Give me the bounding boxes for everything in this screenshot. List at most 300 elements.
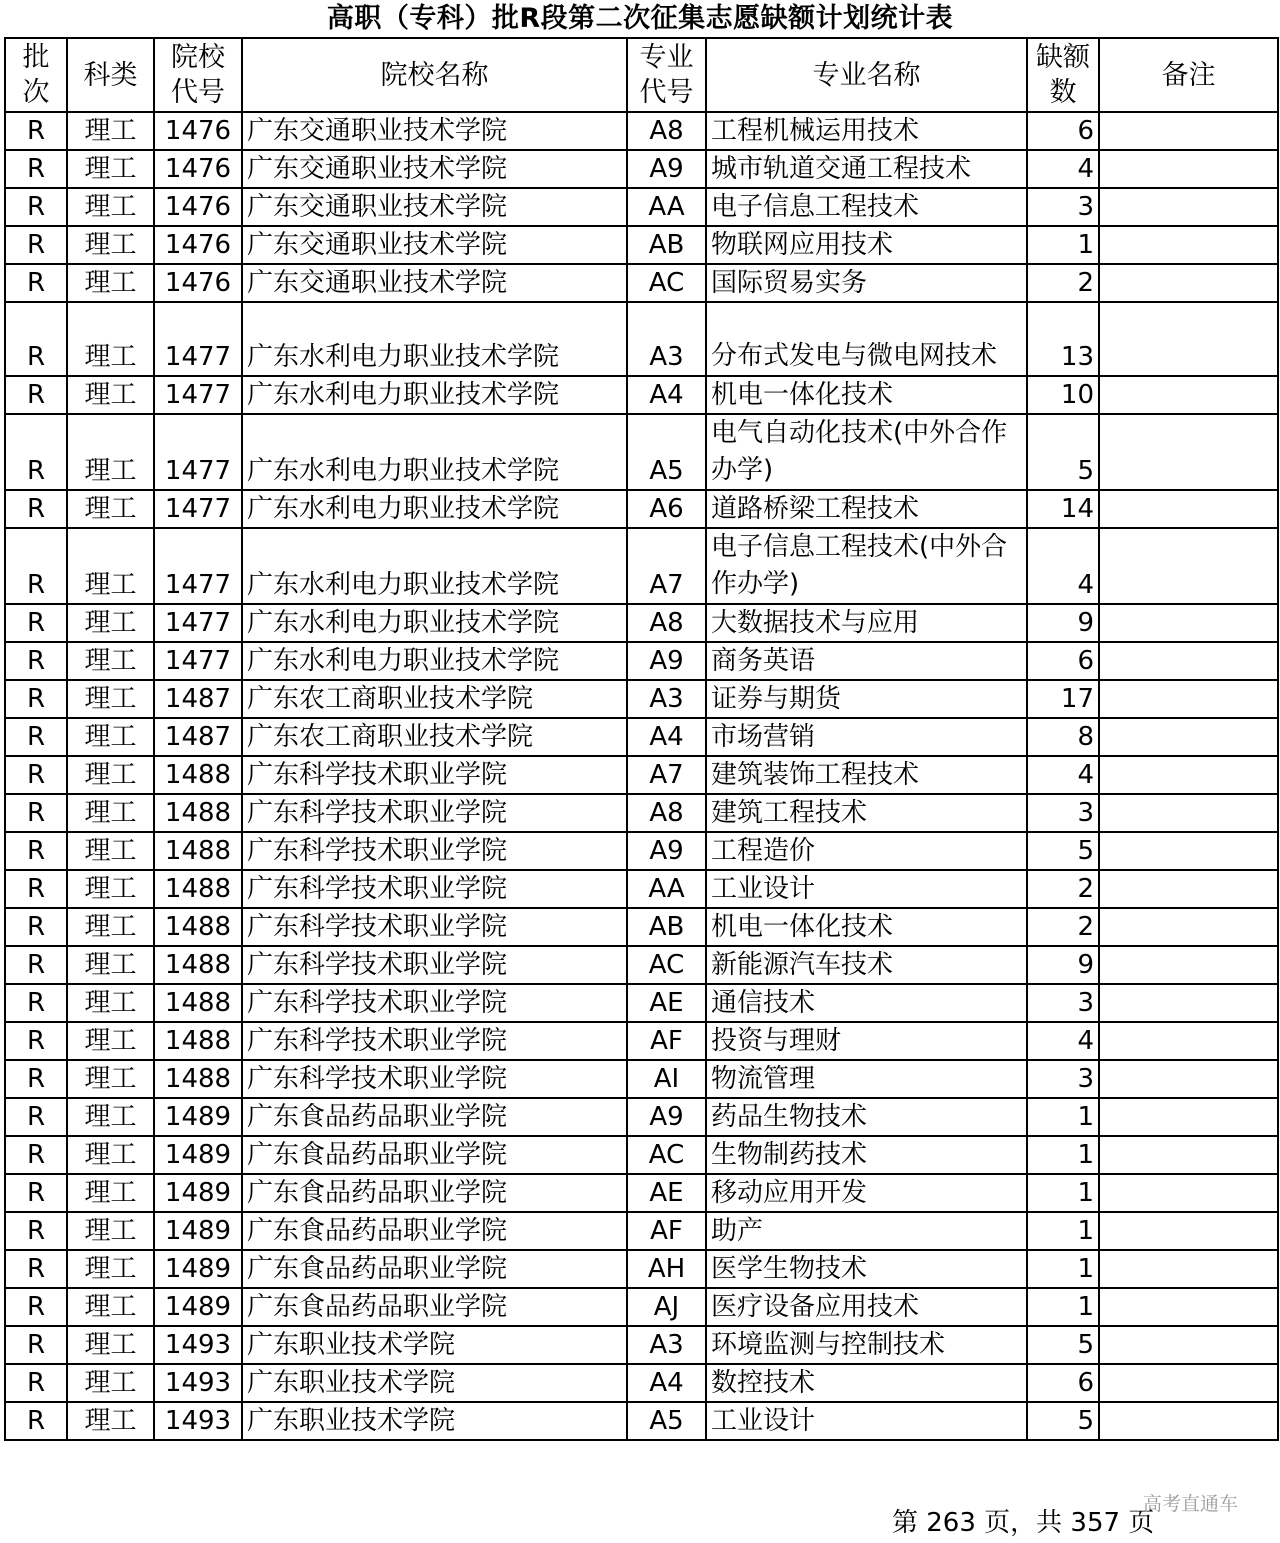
cell-category: 理工 xyxy=(67,1250,154,1288)
cell-batch: R xyxy=(5,794,67,832)
table-row xyxy=(5,1212,1278,1250)
header-remarks: 备注 xyxy=(1099,38,1278,112)
cell-major-code: A5 xyxy=(627,414,706,490)
cell-major-code: AE xyxy=(627,984,706,1022)
cell-school-name: 广东食品药品职业学院 xyxy=(242,1212,627,1250)
cell-category: 理工 xyxy=(67,604,154,642)
cell-school-name: 广东水利电力职业技术学院 xyxy=(242,414,627,490)
cell-school-code: 1476 xyxy=(154,226,242,264)
cell-category: 理工 xyxy=(67,1060,154,1098)
cell-school-name: 广东水利电力职业技术学院 xyxy=(242,528,627,604)
cell-major-code: AF xyxy=(627,1022,706,1060)
cell-batch: R xyxy=(5,112,67,150)
cell-remarks xyxy=(1099,1022,1278,1060)
cell-remarks xyxy=(1099,718,1278,756)
cell-vacancies: 2 xyxy=(1027,870,1099,908)
cell-major-code: AI xyxy=(627,1060,706,1098)
cell-school-code: 1489 xyxy=(154,1136,242,1174)
cell-school-name: 广东农工商职业技术学院 xyxy=(242,680,627,718)
cell-remarks xyxy=(1099,1326,1278,1364)
table-row xyxy=(5,112,1278,150)
cell-remarks xyxy=(1099,226,1278,264)
cell-major-name: 环境监测与控制技术 xyxy=(706,1326,1027,1364)
cell-remarks xyxy=(1099,1098,1278,1136)
cell-batch: R xyxy=(5,1136,67,1174)
cell-batch: R xyxy=(5,1022,67,1060)
cell-batch: R xyxy=(5,376,67,414)
cell-school-code: 1477 xyxy=(154,642,242,680)
cell-vacancies: 5 xyxy=(1027,414,1099,490)
cell-major-name: 投资与理财 xyxy=(706,1022,1027,1060)
cell-school-code: 1477 xyxy=(154,604,242,642)
cell-major-code: A4 xyxy=(627,376,706,414)
cell-school-code: 1477 xyxy=(154,528,242,604)
cell-remarks xyxy=(1099,1364,1278,1402)
header-school-code: 院校代号 xyxy=(154,38,242,112)
cell-remarks xyxy=(1099,1288,1278,1326)
cell-vacancies: 1 xyxy=(1027,1136,1099,1174)
header-major-code: 专业代号 xyxy=(627,38,706,112)
cell-remarks xyxy=(1099,756,1278,794)
cell-school-name: 广东职业技术学院 xyxy=(242,1326,627,1364)
cell-category: 理工 xyxy=(67,946,154,984)
table-row xyxy=(5,832,1278,870)
cell-vacancies: 3 xyxy=(1027,794,1099,832)
cell-major-name: 道路桥梁工程技术 xyxy=(706,490,1027,528)
cell-school-code: 1488 xyxy=(154,984,242,1022)
cell-major-name: 工业设计 xyxy=(706,1402,1027,1440)
cell-school-code: 1488 xyxy=(154,1060,242,1098)
cell-school-code: 1488 xyxy=(154,946,242,984)
cell-vacancies: 4 xyxy=(1027,528,1099,604)
table-row xyxy=(5,150,1278,188)
cell-major-code: AC xyxy=(627,946,706,984)
cell-vacancies: 4 xyxy=(1027,756,1099,794)
cell-batch: R xyxy=(5,1402,67,1440)
cell-remarks xyxy=(1099,908,1278,946)
cell-category: 理工 xyxy=(67,1326,154,1364)
cell-category: 理工 xyxy=(67,870,154,908)
cell-major-code: A4 xyxy=(627,718,706,756)
cell-major-name: 工程造价 xyxy=(706,832,1027,870)
cell-remarks xyxy=(1099,376,1278,414)
cell-category: 理工 xyxy=(67,1098,154,1136)
cell-vacancies: 5 xyxy=(1027,1402,1099,1440)
cell-major-code: AB xyxy=(627,908,706,946)
cell-major-name: 大数据技术与应用 xyxy=(706,604,1027,642)
table-row xyxy=(5,188,1278,226)
cell-school-name: 广东交通职业技术学院 xyxy=(242,226,627,264)
cell-vacancies: 9 xyxy=(1027,946,1099,984)
table-row xyxy=(5,414,1278,490)
cell-major-name: 工程机械运用技术 xyxy=(706,112,1027,150)
cell-batch: R xyxy=(5,490,67,528)
cell-remarks xyxy=(1099,112,1278,150)
cell-major-name: 医疗设备应用技术 xyxy=(706,1288,1027,1326)
table-row xyxy=(5,1098,1278,1136)
cell-school-code: 1489 xyxy=(154,1288,242,1326)
cell-category: 理工 xyxy=(67,414,154,490)
cell-major-name: 建筑装饰工程技术 xyxy=(706,756,1027,794)
table-row xyxy=(5,226,1278,264)
cell-major-name: 物联网应用技术 xyxy=(706,226,1027,264)
cell-category: 理工 xyxy=(67,832,154,870)
cell-batch: R xyxy=(5,1288,67,1326)
cell-major-name: 新能源汽车技术 xyxy=(706,946,1027,984)
cell-batch: R xyxy=(5,604,67,642)
cell-remarks xyxy=(1099,946,1278,984)
page-number: 第 263 页，共 357 页 xyxy=(892,1508,1155,1538)
table-row xyxy=(5,756,1278,794)
cell-major-code: AA xyxy=(627,870,706,908)
cell-major-code: A8 xyxy=(627,794,706,832)
cell-school-name: 广东科学技术职业学院 xyxy=(242,984,627,1022)
header-school-name: 院校名称 xyxy=(242,38,627,112)
cell-category: 理工 xyxy=(67,756,154,794)
table-row xyxy=(5,1364,1278,1402)
cell-major-code: AE xyxy=(627,1174,706,1212)
cell-remarks xyxy=(1099,528,1278,604)
cell-school-code: 1476 xyxy=(154,150,242,188)
cell-major-name: 机电一体化技术 xyxy=(706,376,1027,414)
cell-school-name: 广东科学技术职业学院 xyxy=(242,1022,627,1060)
cell-major-code: AJ xyxy=(627,1288,706,1326)
cell-remarks xyxy=(1099,1060,1278,1098)
cell-batch: R xyxy=(5,1174,67,1212)
cell-vacancies: 1 xyxy=(1027,1288,1099,1326)
cell-major-code: AC xyxy=(627,1136,706,1174)
cell-category: 理工 xyxy=(67,112,154,150)
cell-vacancies: 1 xyxy=(1027,1174,1099,1212)
cell-school-code: 1477 xyxy=(154,490,242,528)
cell-major-name: 建筑工程技术 xyxy=(706,794,1027,832)
cell-remarks xyxy=(1099,1402,1278,1440)
cell-category: 理工 xyxy=(67,528,154,604)
cell-major-code: AH xyxy=(627,1250,706,1288)
table-row xyxy=(5,642,1278,680)
cell-major-code: A7 xyxy=(627,528,706,604)
cell-remarks xyxy=(1099,1136,1278,1174)
cell-major-code: A6 xyxy=(627,490,706,528)
table-row xyxy=(5,604,1278,642)
cell-vacancies: 3 xyxy=(1027,1060,1099,1098)
cell-major-code: A9 xyxy=(627,642,706,680)
cell-remarks xyxy=(1099,490,1278,528)
cell-school-name: 广东水利电力职业技术学院 xyxy=(242,490,627,528)
cell-major-code: A4 xyxy=(627,1364,706,1402)
cell-vacancies: 8 xyxy=(1027,718,1099,756)
cell-school-name: 广东水利电力职业技术学院 xyxy=(242,604,627,642)
cell-remarks xyxy=(1099,264,1278,302)
cell-major-code: A9 xyxy=(627,150,706,188)
cell-vacancies: 6 xyxy=(1027,642,1099,680)
table-row xyxy=(5,718,1278,756)
cell-school-name: 广东职业技术学院 xyxy=(242,1364,627,1402)
cell-major-code: A8 xyxy=(627,604,706,642)
cell-major-name: 通信技术 xyxy=(706,984,1027,1022)
table-row xyxy=(5,984,1278,1022)
cell-category: 理工 xyxy=(67,188,154,226)
cell-major-name: 市场营销 xyxy=(706,718,1027,756)
header-category: 科类 xyxy=(67,38,154,112)
cell-remarks xyxy=(1099,642,1278,680)
cell-batch: R xyxy=(5,414,67,490)
cell-school-code: 1476 xyxy=(154,188,242,226)
cell-remarks xyxy=(1099,984,1278,1022)
cell-category: 理工 xyxy=(67,150,154,188)
cell-vacancies: 6 xyxy=(1027,1364,1099,1402)
cell-school-code: 1493 xyxy=(154,1364,242,1402)
cell-batch: R xyxy=(5,264,67,302)
cell-school-code: 1477 xyxy=(154,414,242,490)
cell-school-name: 广东科学技术职业学院 xyxy=(242,1060,627,1098)
cell-major-name: 电子信息工程技术(中外合作办学) xyxy=(706,528,1027,604)
cell-remarks xyxy=(1099,1174,1278,1212)
cell-school-name: 广东科学技术职业学院 xyxy=(242,908,627,946)
cell-category: 理工 xyxy=(67,226,154,264)
cell-category: 理工 xyxy=(67,1288,154,1326)
cell-school-name: 广东食品药品职业学院 xyxy=(242,1174,627,1212)
cell-school-name: 广东食品药品职业学院 xyxy=(242,1288,627,1326)
cell-school-name: 广东交通职业技术学院 xyxy=(242,112,627,150)
cell-batch: R xyxy=(5,1364,67,1402)
cell-vacancies: 1 xyxy=(1027,1212,1099,1250)
cell-category: 理工 xyxy=(67,1402,154,1440)
table-row xyxy=(5,376,1278,414)
cell-school-name: 广东交通职业技术学院 xyxy=(242,264,627,302)
cell-major-code: A3 xyxy=(627,1326,706,1364)
header-row xyxy=(5,38,1278,112)
cell-batch: R xyxy=(5,680,67,718)
cell-batch: R xyxy=(5,226,67,264)
cell-category: 理工 xyxy=(67,1212,154,1250)
cell-school-code: 1487 xyxy=(154,680,242,718)
cell-vacancies: 5 xyxy=(1027,832,1099,870)
table-row xyxy=(5,794,1278,832)
cell-remarks xyxy=(1099,188,1278,226)
table-row xyxy=(5,1060,1278,1098)
cell-school-code: 1489 xyxy=(154,1174,242,1212)
cell-vacancies: 4 xyxy=(1027,1022,1099,1060)
table-row xyxy=(5,680,1278,718)
cell-major-code: AC xyxy=(627,264,706,302)
cell-vacancies: 2 xyxy=(1027,264,1099,302)
table-body xyxy=(5,112,1278,1440)
cell-category: 理工 xyxy=(67,302,154,376)
cell-category: 理工 xyxy=(67,1136,154,1174)
cell-school-name: 广东水利电力职业技术学院 xyxy=(242,376,627,414)
cell-category: 理工 xyxy=(67,642,154,680)
cell-batch: R xyxy=(5,756,67,794)
cell-batch: R xyxy=(5,1060,67,1098)
cell-major-name: 药品生物技术 xyxy=(706,1098,1027,1136)
cell-major-name: 机电一体化技术 xyxy=(706,908,1027,946)
cell-vacancies: 6 xyxy=(1027,112,1099,150)
cell-school-code: 1488 xyxy=(154,756,242,794)
cell-major-code: A3 xyxy=(627,680,706,718)
cell-remarks xyxy=(1099,1250,1278,1288)
cell-major-name: 分布式发电与微电网技术 xyxy=(706,302,1027,376)
cell-vacancies: 13 xyxy=(1027,302,1099,376)
cell-major-name: 证券与期货 xyxy=(706,680,1027,718)
cell-batch: R xyxy=(5,302,67,376)
cell-major-code: A9 xyxy=(627,832,706,870)
cell-school-name: 广东科学技术职业学院 xyxy=(242,870,627,908)
table-row xyxy=(5,528,1278,604)
cell-school-code: 1493 xyxy=(154,1326,242,1364)
table-row xyxy=(5,1136,1278,1174)
page-title: 高职（专科）批R段第二次征集志愿缺额计划统计表 xyxy=(326,3,954,34)
cell-major-name: 国际贸易实务 xyxy=(706,264,1027,302)
table-row xyxy=(5,908,1278,946)
cell-batch: R xyxy=(5,832,67,870)
cell-school-code: 1489 xyxy=(154,1250,242,1288)
cell-major-name: 移动应用开发 xyxy=(706,1174,1027,1212)
cell-major-code: A5 xyxy=(627,1402,706,1440)
cell-batch: R xyxy=(5,1212,67,1250)
cell-school-code: 1488 xyxy=(154,794,242,832)
cell-batch: R xyxy=(5,1250,67,1288)
cell-category: 理工 xyxy=(67,1174,154,1212)
cell-batch: R xyxy=(5,870,67,908)
cell-school-name: 广东科学技术职业学院 xyxy=(242,756,627,794)
cell-category: 理工 xyxy=(67,680,154,718)
cell-school-code: 1488 xyxy=(154,832,242,870)
cell-major-code: A3 xyxy=(627,302,706,376)
cell-school-code: 1476 xyxy=(154,264,242,302)
cell-vacancies: 5 xyxy=(1027,1326,1099,1364)
cell-category: 理工 xyxy=(67,490,154,528)
cell-major-name: 医学生物技术 xyxy=(706,1250,1027,1288)
cell-remarks xyxy=(1099,680,1278,718)
cell-category: 理工 xyxy=(67,718,154,756)
table-row xyxy=(5,1174,1278,1212)
header-batch: 批次 xyxy=(5,38,67,112)
cell-major-name: 城市轨道交通工程技术 xyxy=(706,150,1027,188)
cell-major-name: 助产 xyxy=(706,1212,1027,1250)
table-row xyxy=(5,1326,1278,1364)
cell-school-code: 1489 xyxy=(154,1098,242,1136)
table-row xyxy=(5,1288,1278,1326)
cell-major-name: 数控技术 xyxy=(706,1364,1027,1402)
cell-school-name: 广东食品药品职业学院 xyxy=(242,1098,627,1136)
cell-major-code: A7 xyxy=(627,756,706,794)
cell-batch: R xyxy=(5,984,67,1022)
table-row xyxy=(5,870,1278,908)
table-row xyxy=(5,1250,1278,1288)
cell-batch: R xyxy=(5,908,67,946)
cell-school-name: 广东科学技术职业学院 xyxy=(242,946,627,984)
cell-batch: R xyxy=(5,718,67,756)
cell-category: 理工 xyxy=(67,376,154,414)
cell-category: 理工 xyxy=(67,1022,154,1060)
cell-major-name: 商务英语 xyxy=(706,642,1027,680)
cell-major-code: AF xyxy=(627,1212,706,1250)
cell-batch: R xyxy=(5,1098,67,1136)
table-row xyxy=(5,1402,1278,1440)
cell-major-code: A8 xyxy=(627,112,706,150)
table-row xyxy=(5,490,1278,528)
cell-school-code: 1477 xyxy=(154,376,242,414)
cell-school-name: 广东食品药品职业学院 xyxy=(242,1250,627,1288)
cell-vacancies: 1 xyxy=(1027,1098,1099,1136)
cell-category: 理工 xyxy=(67,794,154,832)
cell-major-name: 物流管理 xyxy=(706,1060,1027,1098)
cell-remarks xyxy=(1099,1212,1278,1250)
table-row xyxy=(5,264,1278,302)
cell-school-name: 广东交通职业技术学院 xyxy=(242,150,627,188)
cell-remarks xyxy=(1099,794,1278,832)
cell-major-name: 电气自动化技术(中外合作办学) xyxy=(706,414,1027,490)
cell-vacancies: 1 xyxy=(1027,1250,1099,1288)
cell-remarks xyxy=(1099,150,1278,188)
cell-batch: R xyxy=(5,1326,67,1364)
cell-school-code: 1487 xyxy=(154,718,242,756)
cell-remarks xyxy=(1099,302,1278,376)
cell-vacancies: 2 xyxy=(1027,908,1099,946)
cell-category: 理工 xyxy=(67,984,154,1022)
cell-school-name: 广东交通职业技术学院 xyxy=(242,188,627,226)
cell-school-name: 广东职业技术学院 xyxy=(242,1402,627,1440)
cell-major-code: A9 xyxy=(627,1098,706,1136)
cell-vacancies: 3 xyxy=(1027,188,1099,226)
table-row xyxy=(5,946,1278,984)
header-major-name: 专业名称 xyxy=(706,38,1027,112)
cell-school-code: 1489 xyxy=(154,1212,242,1250)
cell-batch: R xyxy=(5,642,67,680)
cell-school-code: 1477 xyxy=(154,302,242,376)
cell-major-code: AB xyxy=(627,226,706,264)
cell-school-name: 广东食品药品职业学院 xyxy=(242,1136,627,1174)
cell-school-code: 1488 xyxy=(154,870,242,908)
cell-remarks xyxy=(1099,870,1278,908)
cell-category: 理工 xyxy=(67,1364,154,1402)
cell-batch: R xyxy=(5,188,67,226)
cell-category: 理工 xyxy=(67,908,154,946)
cell-remarks xyxy=(1099,414,1278,490)
cell-major-name: 电子信息工程技术 xyxy=(706,188,1027,226)
cell-school-code: 1488 xyxy=(154,908,242,946)
cell-major-name: 工业设计 xyxy=(706,870,1027,908)
cell-remarks xyxy=(1099,832,1278,870)
cell-vacancies: 9 xyxy=(1027,604,1099,642)
vacancy-table xyxy=(4,37,1279,1441)
table-row xyxy=(5,1022,1278,1060)
cell-vacancies: 14 xyxy=(1027,490,1099,528)
cell-vacancies: 10 xyxy=(1027,376,1099,414)
cell-remarks xyxy=(1099,604,1278,642)
cell-vacancies: 1 xyxy=(1027,226,1099,264)
cell-school-code: 1476 xyxy=(154,112,242,150)
cell-major-name: 生物制药技术 xyxy=(706,1136,1027,1174)
cell-school-name: 广东科学技术职业学院 xyxy=(242,832,627,870)
cell-school-name: 广东水利电力职业技术学院 xyxy=(242,302,627,376)
cell-batch: R xyxy=(5,946,67,984)
table-row xyxy=(5,302,1278,376)
cell-school-name: 广东科学技术职业学院 xyxy=(242,794,627,832)
cell-major-code: AA xyxy=(627,188,706,226)
cell-vacancies: 17 xyxy=(1027,680,1099,718)
cell-batch: R xyxy=(5,528,67,604)
watermark: 高考直通车 xyxy=(1143,1493,1239,1515)
header-vacancies: 缺额数 xyxy=(1027,38,1099,112)
cell-school-code: 1493 xyxy=(154,1402,242,1440)
cell-vacancies: 4 xyxy=(1027,150,1099,188)
cell-category: 理工 xyxy=(67,264,154,302)
cell-school-name: 广东水利电力职业技术学院 xyxy=(242,642,627,680)
cell-batch: R xyxy=(5,150,67,188)
cell-school-code: 1488 xyxy=(154,1022,242,1060)
